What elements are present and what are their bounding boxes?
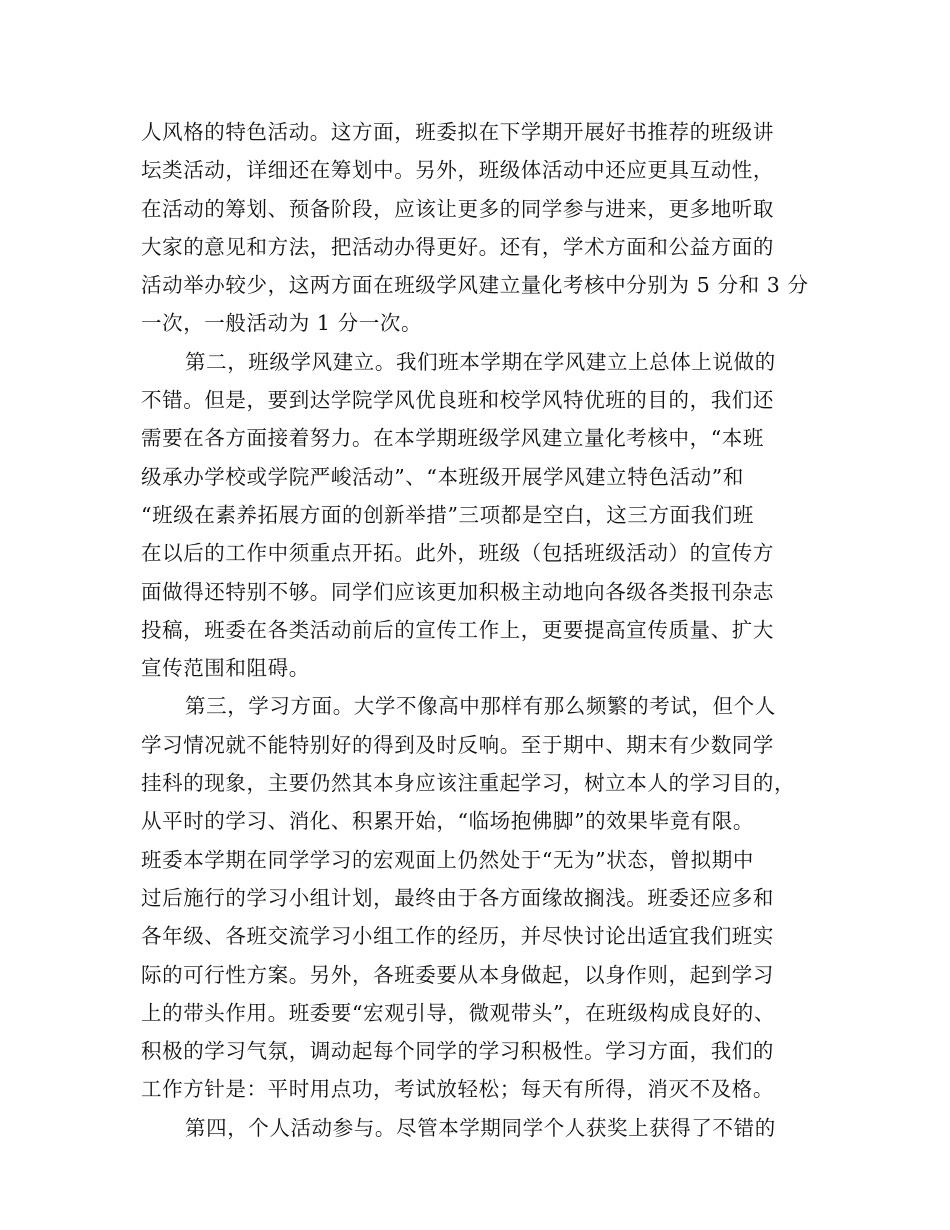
text-line: 不错。但是，要到达学院学风优良班和校学风特优班的目的，我们还 bbox=[141, 388, 774, 413]
text-line: 过后施行的学习小组计划，最终由于各方面缘故搁浅。班委还应多和 bbox=[141, 885, 774, 910]
text-line: 各年级、各班交流学习小组工作的经历，并尽快讨论出适宜我们班实 bbox=[141, 924, 774, 949]
text-line: 上的带头作用。班委要“宏观引导，微观带头”，在班级构成良好的、 bbox=[141, 1000, 776, 1025]
text-line: 需要在各方面接着努力。在本学期班级学风建立量化考核中，“本班 bbox=[141, 426, 764, 451]
text-line: 在活动的筹划、预备阶段，应该让更多的同学参与进来，更多地听取 bbox=[141, 196, 774, 221]
text-line: 面做得还特别不够。同学们应该更加积极主动地向各级各类报刊杂志 bbox=[141, 579, 774, 604]
text-line: 宣传范围和阻碍。 bbox=[141, 656, 310, 681]
document-body bbox=[141, 113, 821, 1147]
paragraph-start-line: 第三，学习方面。大学不像高中那样有那么频繁的考试，但个人 bbox=[185, 694, 776, 719]
text-line: 从平时的学习、消化、积累开始，“临场抱佛脚”的效果毕竟有限。 bbox=[141, 809, 754, 834]
text-line: 人风格的特色活动。这方面，班委拟在下学期开展好书推荐的班级讲 bbox=[141, 120, 774, 144]
text-line: 一次，一般活动为 1 分一次。 bbox=[141, 311, 423, 336]
text-line: 积极的学习气氛，调动起每个同学的学习积极性。学习方面，我们的 bbox=[141, 1039, 774, 1064]
text-line: “班级在素养拓展方面的创新举措”三项都是空白，这三方面我们班 bbox=[141, 502, 754, 527]
paragraph-start-line: 第四，个人活动参与。尽管本学期同学个人获奖上获得了不错的 bbox=[185, 1115, 776, 1140]
text-line: 学习情况就不能特别好的得到及时反响。至于期中、期末有少数同学 bbox=[141, 732, 774, 757]
text-line: 级承办学校或学院严峻活动”、“本班级开展学风建立特色活动”和 bbox=[141, 464, 744, 489]
text-line: 在以后的工作中须重点开拓。此外，班级（包括班级活动）的宣传方 bbox=[141, 541, 774, 566]
text-line: 活动举办较少，这两方面在班级学风建立量化考核中分别为 5 分和 3 分 bbox=[141, 273, 809, 298]
text-line: 工作方针是：平时用点功，考试放轻松；每天有所得，消灭不及格。 bbox=[141, 1077, 774, 1102]
text-line: 投稿，班委在各类活动前后的宣传工作上，更要提高宣传质量、扩大 bbox=[141, 617, 774, 642]
text-line: 际的可行性方案。另外，各班委要从本身做起，以身作则，起到学习 bbox=[141, 962, 774, 987]
text-line: 坛类活动，详细还在筹划中。另外，班级体活动中还应更具互动性， bbox=[141, 158, 774, 183]
text-line: 大家的意见和方法，把活动办得更好。还有，学术方面和公益方面的 bbox=[141, 234, 774, 259]
paragraph-start-line: 第二，班级学风建立。我们班本学期在学风建立上总体上说做的 bbox=[185, 349, 776, 374]
text-line: 班委本学期在同学学习的宏观面上仍然处于“无为”状态，曾拟期中 bbox=[141, 847, 754, 872]
text-line: 挂科的现象，主要仍然其本身应该注重起学习，树立本人的学习目的， bbox=[141, 771, 796, 796]
